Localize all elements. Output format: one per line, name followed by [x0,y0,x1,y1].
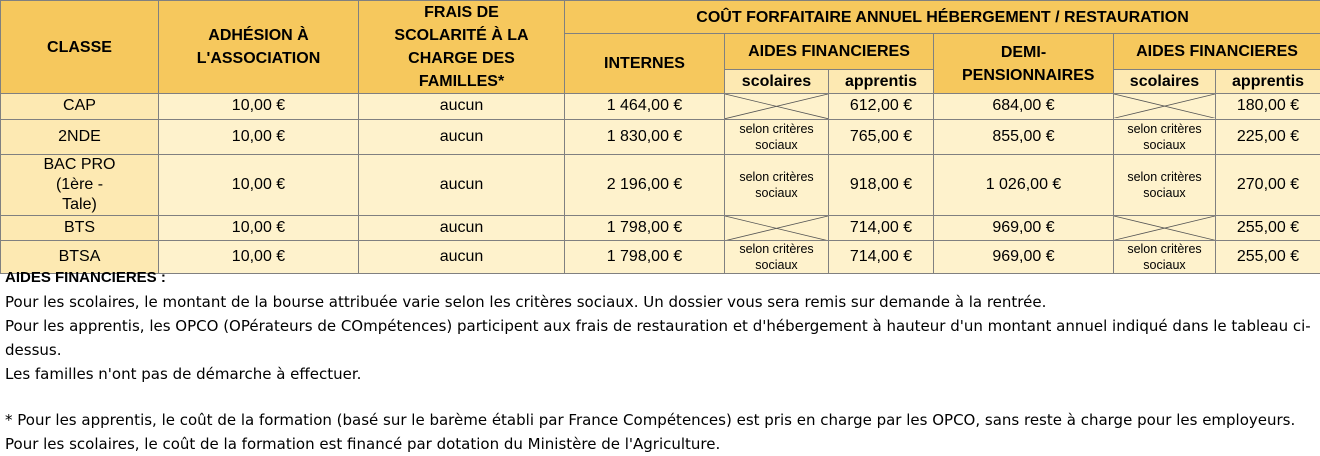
cell-classe: BAC PRO (1ère - Tale) [1,154,159,215]
cell-internes: 1 798,00 € [565,241,725,274]
cell-scolaires-demi: selon critères sociaux [1114,154,1216,215]
cell-apprentis-internes: 714,00 € [829,215,934,241]
header-frais: FRAIS DE SCOLARITÉ À LA CHARGE DES FAMILLES* [359,1,565,94]
cell-classe: BTS [1,215,159,241]
header-aides-demi: AIDES FINANCIERES [1114,34,1320,70]
header-apprentis-internes: apprentis [829,70,934,94]
cell-frais: aucun [359,241,565,274]
cell-frais: aucun [359,154,565,215]
cell-adhesion: 10,00 € [159,215,359,241]
cell-demi: 1 026,00 € [934,154,1114,215]
cell-apprentis-internes: 612,00 € [829,94,934,120]
cell-frais: aucun [359,94,565,120]
cell-demi: 855,00 € [934,119,1114,154]
table-row [1,119,1320,154]
cell-classe: 2NDE [1,119,159,154]
cell-scolaires-demi: selon critères sociaux [1114,119,1216,154]
header-demi: DEMI-PENSIONNAIRES [934,34,1114,94]
cell-adhesion: 10,00 € [159,241,359,274]
header-adhesion: ADHÉSION À L'ASSOCIATION [159,1,359,94]
table-row [1,154,1320,215]
cell-apprentis-internes: 918,00 € [829,154,934,215]
cell-frais: aucun [359,119,565,154]
cell-scolaires-demi: selon critères sociaux [1114,241,1216,274]
crossed-out-cell [725,94,829,120]
cell-adhesion: 10,00 € [159,94,359,120]
crossed-out-cell [1114,215,1216,241]
cell-demi: 684,00 € [934,94,1114,120]
crossed-out-cell [1114,94,1216,120]
notes-scolaires: Pour les scolaires, le montant de la bourse attribuée varie selon les critères sociaux. Un dossier vous sera remis sur demande à la rentrée. [5,290,1315,314]
crossed-out-cell [725,215,829,241]
notes-familles: Les familles n'ont pas de démarche à effectuer. [5,362,1315,386]
cell-demi: 969,00 € [934,215,1114,241]
cell-adhesion: 10,00 € [159,154,359,215]
cell-apprentis-internes: 765,00 € [829,119,934,154]
cell-classe: CAP [1,94,159,120]
cell-apprentis-demi: 270,00 € [1216,154,1320,215]
cell-apprentis-demi: 255,00 € [1216,215,1320,241]
cell-internes: 1 464,00 € [565,94,725,120]
table-row [1,215,1320,241]
cell-internes: 2 196,00 € [565,154,725,215]
cell-apprentis-demi: 255,00 € [1216,241,1320,274]
cell-scolaires-internes: selon critères sociaux [725,241,829,274]
cell-scolaires-internes: selon critères sociaux [725,154,829,215]
notes-apprentis: Pour les apprentis, les OPCO (OPérateurs de COmpétences) participent aux frais de restauration et d'hébergement à hauteur d'un montant annuel indiqué dans le tableau ci-dessus. [5,314,1315,362]
header-classe: CLASSE [1,1,159,94]
cell-classe: BTSA [1,241,159,274]
cell-internes: 1 798,00 € [565,215,725,241]
cell-apprentis-demi: 225,00 € [1216,119,1320,154]
notes-heading: AIDES FINANCIERES : [5,266,1315,290]
header-scolaires-demi: scolaires [1114,70,1216,94]
cell-apprentis-demi: 180,00 € [1216,94,1320,120]
cell-internes: 1 830,00 € [565,119,725,154]
header-aides-internes: AIDES FINANCIERES [725,34,934,70]
cell-frais: aucun [359,215,565,241]
footnote: * Pour les apprentis, le coût de la formation (basé sur le barème établi par France Compétences) est pris en charge par les OPCO, sans reste à charge pour les employeurs. Pour les scolaires, le coût de la formation est financé par dotation du Ministère de l'Agriculture. [5,408,1315,456]
cell-adhesion: 10,00 € [159,119,359,154]
header-scolaires-internes: scolaires [725,70,829,94]
table-row [1,94,1320,120]
cell-apprentis-internes: 714,00 € [829,241,934,274]
header-internes: INTERNES [565,34,725,94]
cell-scolaires-internes: selon critères sociaux [725,119,829,154]
cell-demi: 969,00 € [934,241,1114,274]
notes-section [5,266,1315,456]
header-apprentis-demi: apprentis [1216,70,1320,94]
header-cout: COÛT FORFAITAIRE ANNUEL HÉBERGEMENT / RESTAURATION [565,1,1320,34]
